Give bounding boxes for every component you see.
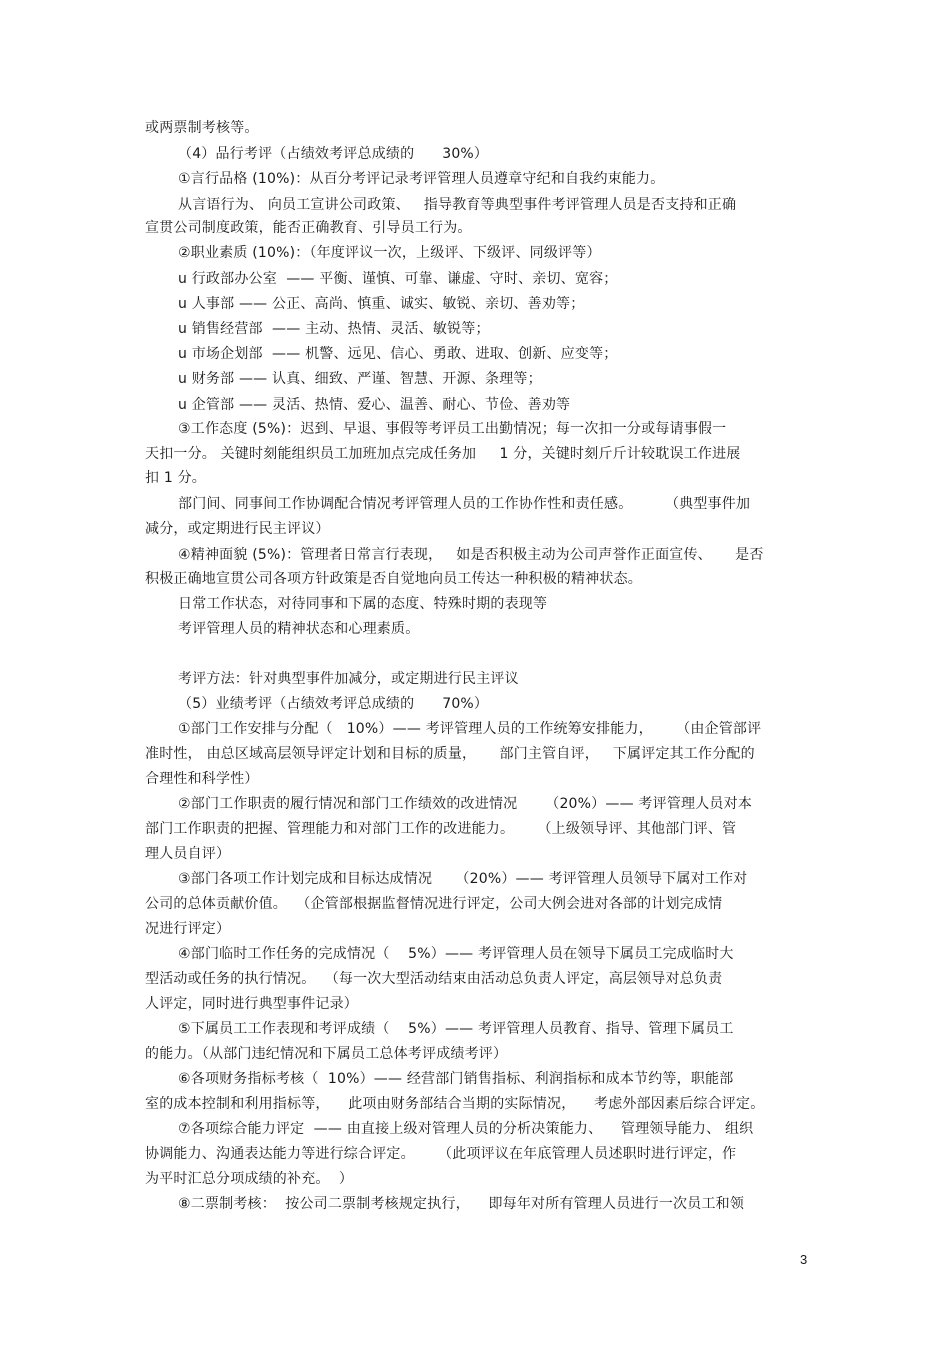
text-line: 从言语行为、 向员工宣讲公司政策、 指导教育等典型事件考评管理人员是否支持和正确 <box>178 197 737 213</box>
page-number: 3 <box>800 1252 808 1267</box>
text-line: 公司的总体贡献价值。 （企管部根据监督情况进行评定，公司大例会进对各部的计划完成情 <box>145 896 723 912</box>
text-line: 型活动或任务的执行情况。 （每一次大型活动结束由活动总负责人评定，高层领导对总负责 <box>145 971 723 987</box>
text-line: 天扣一分。 关键时刻能组织员工加班加点完成任务加 1 分，关键时刻斤斤计较耽误工作进展 <box>145 446 741 462</box>
text-line: ④部门临时工作任务的完成情况（ 5%）—— 考评管理人员在领导下属员工完成临时大 <box>178 946 734 962</box>
text-line: 考评方法：针对典型事件加减分，或定期进行民主评议 <box>178 671 519 687</box>
text-line: 理人员自评） <box>145 846 231 862</box>
text-line: ①部门工作安排与分配（ 10%）—— 考评管理人员的工作统筹安排能力， （由企管部评 <box>178 721 762 737</box>
text-line: 宣贯公司制度政策，能否正确教育、引导员工行为。 <box>145 220 472 236</box>
list-item: u 企管部 —— 灵活、热情、爱心、温善、耐心、节俭、善劝等 <box>178 397 571 413</box>
text-line: 况进行评定） <box>145 921 231 937</box>
text-line: 准时性， 由总区域高层领导评定计划和目标的质量， 部门主管自评， 下属评定其工作分配的 <box>145 746 755 762</box>
text-line: 协调能力、沟通表达能力等进行综合评定。 （此项评议在年底管理人员述职时进行评定，作 <box>145 1146 737 1162</box>
text-line: ③部门各项工作计划完成和目标达成情况 （20%）—— 考评管理人员领导下属对工作对 <box>178 871 748 887</box>
list-item: u 财务部 —— 认真、细致、严谨、智慧、开源、条理等； <box>178 371 542 387</box>
text-line: 人评定，同时进行典型事件记录） <box>145 996 358 1012</box>
text-line: ⑤下属员工工作表现和考评成绩（ 5%）—— 考评管理人员教育、指导、管理下属员工 <box>178 1021 734 1037</box>
list-item: u 市场企划部 —— 机警、远见、信心、勇敢、进取、创新、应变等； <box>178 346 618 362</box>
list-item: u 销售经营部 —— 主动、热情、灵活、敏锐等； <box>178 321 490 337</box>
text-line: 部门间、同事间工作协调配合情况考评管理人员的工作协作性和责任感。 （典型事件加 <box>178 496 751 512</box>
text-line: 的能力。（从部门违纪情况和下属员工总体考评成绩考评） <box>145 1046 508 1062</box>
text-line: 或两票制考核等。 <box>145 120 259 136</box>
text-line: 扣 1 分。 <box>145 470 207 486</box>
text-line: 考评管理人员的精神状态和心理素质。 <box>178 621 420 637</box>
text-line: ②职业素质 (10%)：（年度评议一次，上级评、下级评、同级评等） <box>178 245 601 261</box>
text-line: ⑥各项财务指标考核（ 10%）—— 经营部门销售指标、利润指标和成本节约等，职能部 <box>178 1071 734 1087</box>
text-line: 为平时汇总分项成绩的补充。 ） <box>145 1171 354 1187</box>
text-line: ⑧二票制考核： 按公司二票制考核规定执行， 即每年对所有管理人员进行一次员工和领 <box>178 1196 745 1212</box>
text-line: ⑦各项综合能力评定 —— 由直接上级对管理人员的分析决策能力、 管理领导能力、 组织 <box>178 1121 754 1137</box>
text-line: ③工作态度 (5%)：迟到、早退、事假等考评员工出勤情况；每一次扣一分或每请事假一 <box>178 421 727 437</box>
text-line: 部门工作职责的把握、管理能力和对部门工作的改进能力。 （上级领导评、其他部门评、管 <box>145 821 737 837</box>
list-item: u 行政部办公室 —— 平衡、谨慎、可靠、谦虚、守时、亲切、宽容； <box>178 271 618 287</box>
text-line: ①言行品格 (10%)：从百分考评记录考评管理人员遵章守纪和自我约束能力。 <box>178 171 665 187</box>
section-heading-conduct: （4）品行考评（占绩效考评总成绩的 30%） <box>178 146 489 162</box>
text-line: ②部门工作职责的履行情况和部门工作绩效的改进情况 （20%）—— 考评管理人员对本 <box>178 796 753 812</box>
list-item: u 人事部 —— 公正、高尚、慎重、诚实、敏锐、亲切、善劝等； <box>178 296 585 312</box>
text-line: 合理性和科学性） <box>145 771 259 787</box>
text-line: 日常工作状态，对待同事和下属的态度、特殊时期的表现等 <box>178 596 548 612</box>
text-line: 积极正确地宣贯公司各项方针政策是否自觉地向员工传达一种积极的精神状态。 <box>145 571 642 587</box>
text-line: 减分，或定期进行民主评议） <box>145 521 330 537</box>
section-heading-performance: （5）业绩考评（占绩效考评总成绩的 70%） <box>178 696 489 712</box>
text-line: 室的成本控制和利用指标等， 此项由财务部结合当期的实际情况， 考虑外部因素后综合评定。 <box>145 1096 765 1112</box>
text-line: ④精神面貌 (5%)：管理者日常言行表现， 如是否积极主动为公司声誉作正面宣传、 是否 <box>178 547 764 563</box>
